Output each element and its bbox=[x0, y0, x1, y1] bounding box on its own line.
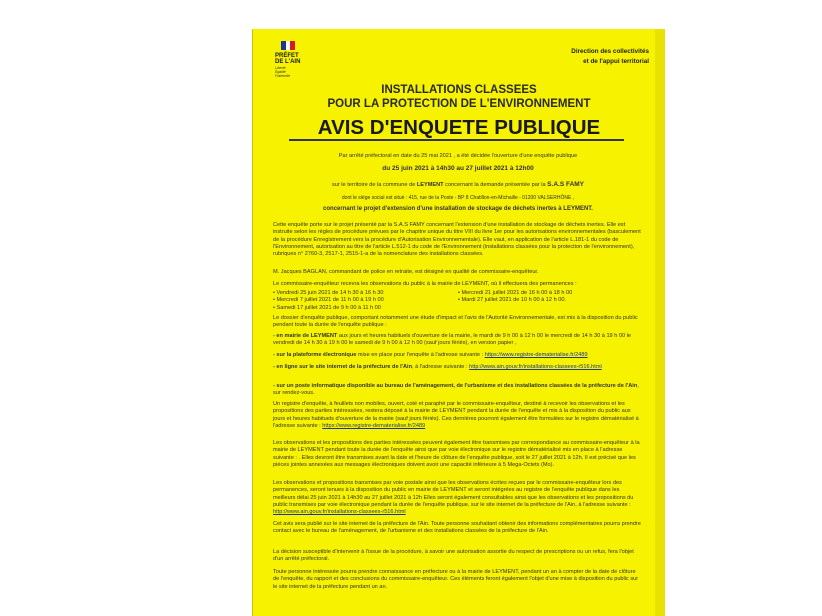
list-item: • Samedi 17 juillet 2021 de 9 h 00 à 11 h 00 bbox=[273, 304, 381, 311]
logo-motto bbox=[275, 66, 335, 78]
text-fragment: concernant la demande présentée par la bbox=[443, 182, 548, 188]
bullet-label: - en ligne sur le site internet de la préfecture de l'Ain bbox=[273, 364, 413, 370]
direction-line: Direction des collectivités bbox=[571, 48, 649, 55]
company-name: S.A.S FAMY bbox=[547, 181, 585, 188]
motto-line: Égalité bbox=[275, 70, 286, 74]
marianne-flag-icon bbox=[281, 41, 295, 50]
bullet-label: - sur un poste informatique disponible au bureau de l'aménagement, de l'urbanisme et des installations classées de la préfecture de l'Ain bbox=[273, 383, 638, 389]
logo-text-line: DE L'AIN bbox=[275, 59, 301, 65]
bullet-plateforme bbox=[273, 352, 643, 359]
motto-line: Fraternité bbox=[275, 74, 290, 78]
permanences-list bbox=[273, 290, 643, 312]
intro-projet: concernant le projet d'extension d'une installation de stockage de déchets inertes à LEYMENT. bbox=[323, 206, 593, 212]
text-fragment: sur le territoire de la commune de bbox=[331, 182, 417, 188]
text-fragment: Les observations et propositions transmises par voie postale ainsi que les observations écrites reçues par le commissaire-enquêteur lors des permanences, seront tenues à la disposition du public en mairie de LEYMENT et seront intégrées au registre de l'enquête publique dans les meilleurs délai 25 juin 2021 à 14h30 au 27 juillet 2021 à 12h Elles seront également consultables ainsi que les observations et les propositions du public transmises par voie électronique pendant la durée de l'enquête publique, sur le site internet de la préfecture de l'Ain, à l'adresse suivante : bbox=[273, 480, 634, 508]
title-underline bbox=[289, 139, 624, 141]
notice-poster bbox=[252, 29, 665, 616]
bullet-text: mise en place pour l'enquête à l'adresse suivante : bbox=[356, 352, 485, 358]
paragraph: M. Jacques BAGLAN, commandant de police en retraite, est désigné en qualité de commissaire-enquêteur. bbox=[273, 269, 539, 275]
subtitle-line: INSTALLATIONS CLASSEES bbox=[381, 84, 537, 96]
paragraph: Cet avis sera publié sur le site internet de la préfecture de l'Ain. Toute personne souhaitant obtenir des informations complémentaires pourra prendre contact avec le bureau de l'aménagement, de l'urbanisme et des installations classées de la préfecture de l'Ain. bbox=[273, 521, 641, 535]
list-item: • Mercredi 21 juillet 2021 de 16 h 00 à 18 h 00 bbox=[458, 290, 573, 296]
registre-link[interactable]: https://www.registre-dematerialise.fr/2489 bbox=[322, 422, 426, 429]
bullet-poste bbox=[273, 383, 643, 398]
logo-text-line: PRÉFET bbox=[275, 53, 299, 59]
intro-dates: du 25 juin 2021 à 14h30 au 27 juillet 2021 à 12h00 bbox=[382, 165, 534, 172]
paragraph bbox=[273, 480, 643, 516]
intro-territoire bbox=[273, 181, 643, 189]
text-fragment: Un registre d'enquête, à feuillets non mobiles, ouvert, coté et paraphé par le commissaire-enquêteur, destiné à recevoir les observations et les propositions des parties intéressées, restera déposé à la mairie de LEYMENT pendant la durée de l'enquête et mis à la disposition du public aux jours et heures habituels d'ouverture de la mairie (sauf jours fériés). Ces dernières pourront également être formulées sur le registre dématérialisé à l'adresse suivante : bbox=[273, 401, 639, 429]
bullet-text: , sur rendez-vous. bbox=[273, 383, 639, 397]
subtitle bbox=[253, 83, 665, 111]
paragraph bbox=[273, 401, 643, 430]
bullet-text: , à l'adresse suivante : bbox=[412, 364, 470, 370]
bullet-label: - en mairie de LEYMENT bbox=[273, 333, 338, 339]
bullet-label: - sur la plateforme électronique bbox=[273, 352, 357, 358]
paragraph: La décision susceptible d'intervenir à l'issue de la procédure, à savoir une autorisation assortie du respect de prescriptions ou un refus, fera l'objet d'un arrêté préfectoral. bbox=[273, 549, 634, 563]
commune-name: LEYMENT bbox=[416, 182, 444, 188]
intro-siege: dont le siège social est situé : 415, rue de la Poste - BP 8 Chatillon-en-Michaille - 01200 VALSERHÔNE , bbox=[341, 195, 575, 201]
motto-line: Liberté bbox=[275, 66, 286, 70]
list-item: • Vendredi 25 juin 2021 de 14 h 30 à 16 h 30 bbox=[273, 290, 384, 296]
page-title: AVIS D'ENQUETE PUBLIQUE bbox=[317, 116, 601, 139]
paragraph: Le dossier d'enquête publique, comportant notamment une étude d'impact et l'avis de l'Autorité Environnementale, est mis à la disposition du public pendant toute la durée de l'enquête publique : bbox=[273, 315, 638, 329]
list-item: • Mercredi 7 juillet 2021 de 11 h 00 à 19 h 00 bbox=[273, 297, 384, 304]
prefecture-link[interactable]: http://www.ain.gouv.fr/installations-classees-r516.html bbox=[273, 509, 406, 516]
direction-line: et de l'appui territorial bbox=[583, 58, 649, 65]
list-item: • Mardi 27 juillet 2021 de 10 h 00 à 12 h 00. bbox=[458, 297, 567, 304]
flag-red bbox=[290, 41, 295, 50]
bullet-mairie bbox=[273, 333, 643, 348]
prefecture-link[interactable]: http://www.ain.gouv.fr/installations-classees-r516.html bbox=[469, 364, 602, 370]
subtitle-line: POUR LA PROTECTION DE L'ENVIRONNEMENT bbox=[327, 98, 591, 110]
paragraph: Toute personne intéressée pourra prendre connaissance en préfecture ou à la mairie de LEYMENT, pendant un an à compter de la date de clôture de l'enquête, du rapport et des conclusions du commissaire-enquêteur. Ces éléments feront également l'objet d'une mise à disposition du public sur le site internet de la préfecture pendant un an. bbox=[273, 569, 639, 590]
permanences-left bbox=[273, 290, 458, 312]
bullet-text: aux jours et heures habituels d'ouverture de la mairie, le mardi de 9 h 00 à 12 h 00 le mercredi de 14 h 30 à 19 h 00 le vendredi de 14 h 30 à 19 h 00 le samedi de 9 h 00 à 12 h 00 (sauf jours fériés), en version papier , bbox=[273, 333, 632, 347]
bullet-site bbox=[273, 364, 643, 371]
intro-arrete: Par arrêté préfectoral en date du 25 mai 2021 , a été décidée l'ouverture d'une enquête publique bbox=[338, 153, 578, 159]
permanences-right bbox=[458, 290, 643, 312]
prefet-logo bbox=[275, 41, 335, 78]
direction-header bbox=[489, 47, 649, 67]
paragraph: Cette enquête porte sur le projet présenté par la S.A.S FAMY concernant l'extension d'une installation de stockage de déchets inertes. Elle est instruite selon les règles de procédure prévues par le chapitre unique du titre VIII du livre 1er pour les autorisations environnementales (basculement de la procédure Enregistrement vers la procédure d'Autorisation Environnementale). Elle vaut, en application de l'article L.181-1 du code de l'Environnement, autorisation au titre de l'article L.512-1 du code de l'Environnement (installations classées pour la protection de l'environnement), rubriques n° 2760-3, 2517-1, 2515-1-a de la nomenclature des installations classées. bbox=[273, 222, 641, 258]
registre-link[interactable]: https://www.registre-dematerialise.fr/2489 bbox=[484, 352, 588, 358]
paragraph: Les observations et les propositions des parties intéressées peuvent également être transmises par correspondance au commissaire-enquêteur à la mairie de LEYMENT pendant toute la durée de l'enquête ainsi que par voie électronique sur le registre dématérialisé mis en place à l'adresse suivante : . Elles devront être transmises avant la date et l'heure de clôture de l'enquête publique, soit le 27 juillet 2021 à 12h. Il est précisé que les pièces jointes annexées aux messages électroniques doivent avoir une capacité inférieure à 5 Mega-Octets (Mo). bbox=[273, 440, 640, 468]
paragraph: Le commissaire-enquêteur recevra les observations du public à la mairie de LEYMENT, où il effectuera des permanences : bbox=[273, 281, 577, 287]
